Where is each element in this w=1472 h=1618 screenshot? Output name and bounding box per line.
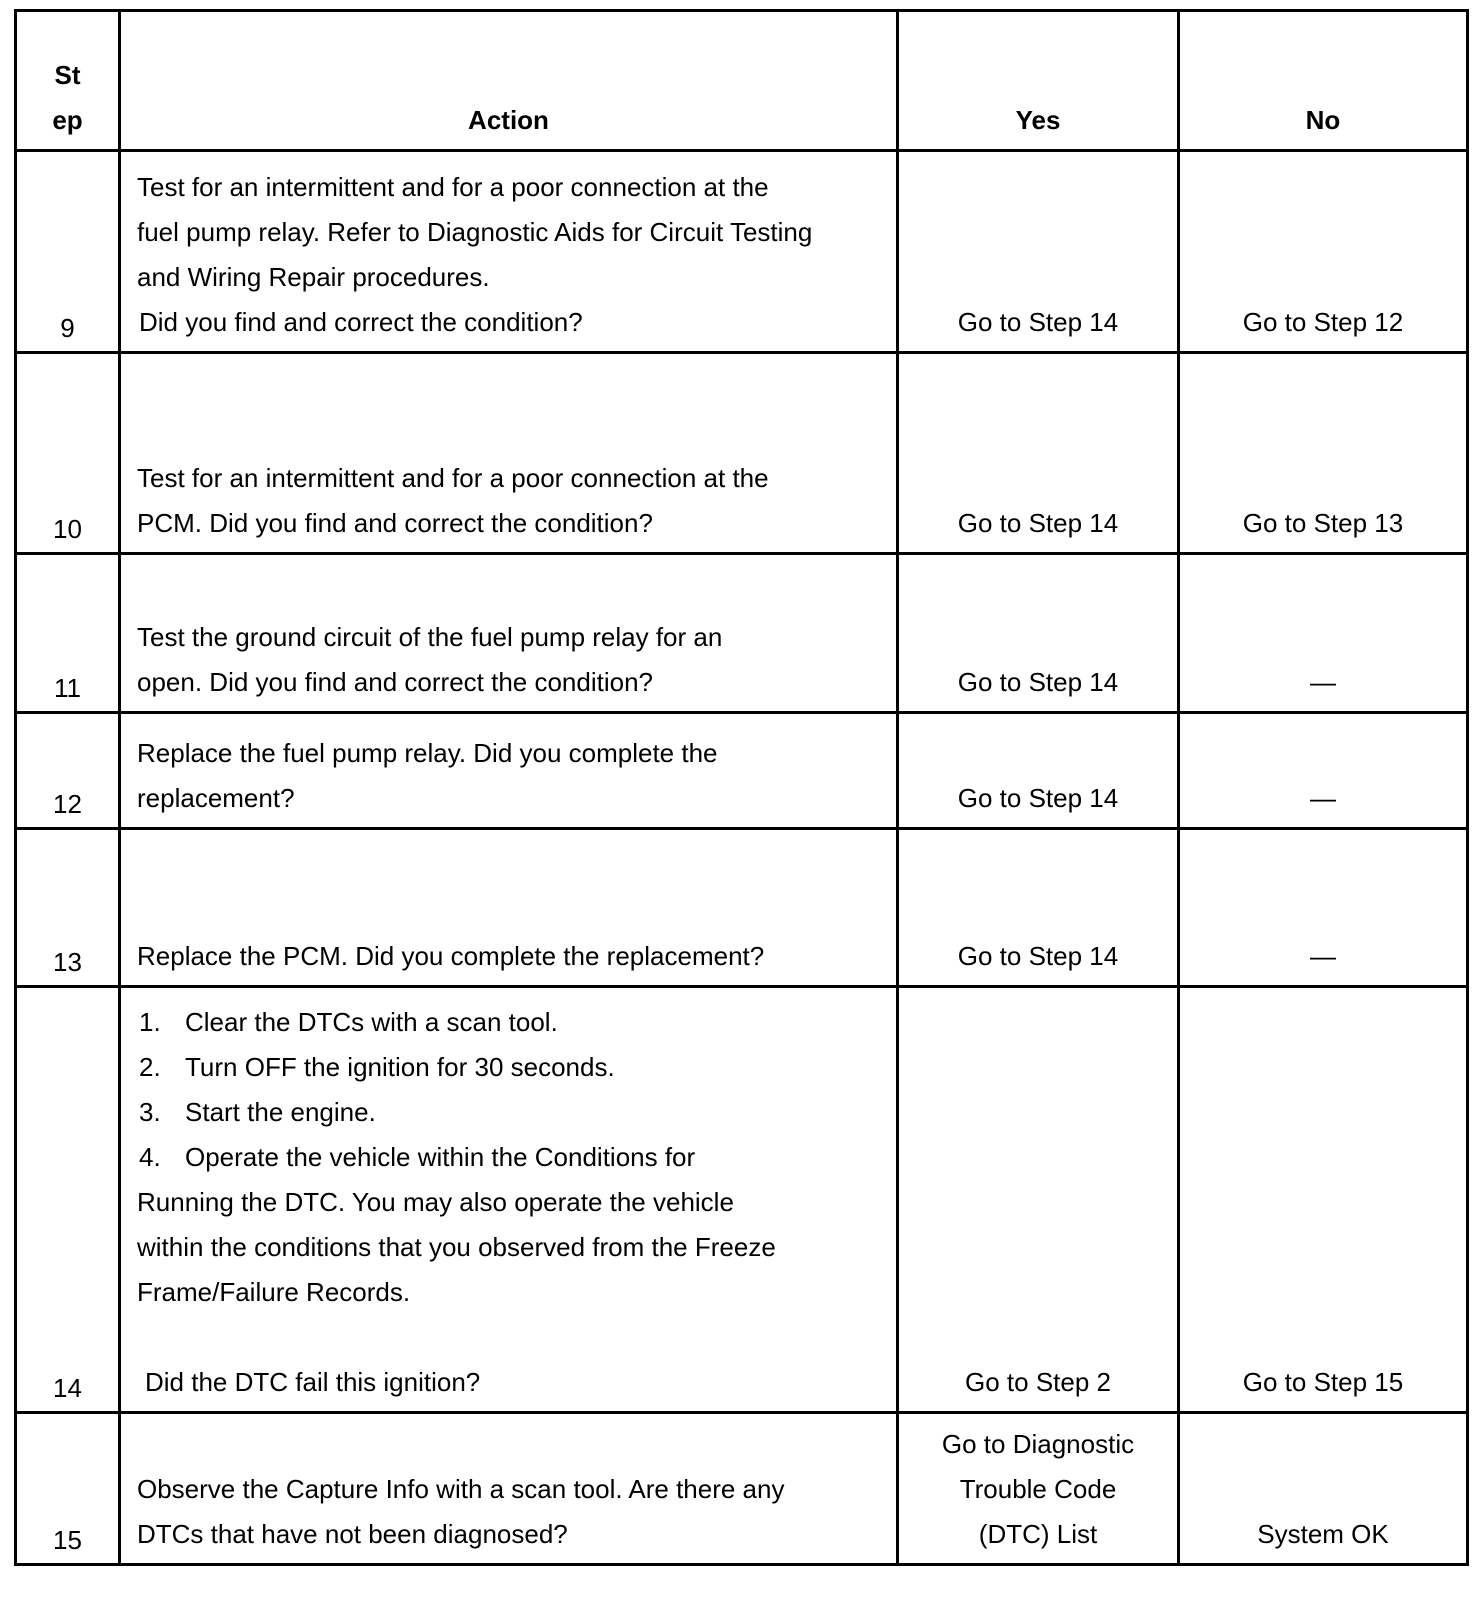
header-step-line2: ep bbox=[52, 105, 83, 135]
action-line: fuel pump relay. Refer to Diagnostic Aids for Circuit Testing bbox=[137, 217, 813, 247]
no-cell: Go to Step 12 bbox=[1179, 151, 1468, 353]
step-number: 11 bbox=[16, 554, 120, 713]
no-cell: — bbox=[1179, 829, 1468, 987]
table-row bbox=[16, 829, 1468, 987]
step-number: 15 bbox=[16, 1413, 120, 1565]
action-line: replacement? bbox=[137, 783, 295, 813]
step-number: 13 bbox=[16, 829, 120, 987]
action-line: Replace the PCM. Did you complete the replacement? bbox=[137, 941, 765, 971]
no-cell: System OK bbox=[1179, 1413, 1468, 1565]
table-row bbox=[16, 987, 1468, 1413]
action-cell bbox=[120, 554, 898, 713]
header-action: Action bbox=[120, 11, 898, 151]
list-item bbox=[137, 1000, 886, 1045]
table-row bbox=[16, 151, 1468, 353]
list-number: 4. bbox=[139, 1142, 161, 1172]
action-question: Did the DTC fail this ignition? bbox=[145, 1367, 481, 1397]
yes-cell: Go to Step 14 bbox=[898, 713, 1179, 829]
yes-line: Go to Diagnostic bbox=[941, 1429, 1135, 1459]
list-item bbox=[137, 1135, 886, 1180]
action-line: Observe the Capture Info with a scan tool. Are there any bbox=[137, 1474, 785, 1504]
action-cell bbox=[120, 353, 898, 554]
yes-line: Trouble Code bbox=[959, 1474, 1117, 1504]
yes-cell: Go to Step 14 bbox=[898, 554, 1179, 713]
list-number: 2. bbox=[139, 1052, 161, 1082]
action-cell bbox=[120, 987, 898, 1413]
list-text: Clear the DTCs with a scan tool. bbox=[185, 1007, 558, 1037]
list-text: Turn OFF the ignition for 30 seconds. bbox=[185, 1052, 615, 1082]
action-cell bbox=[120, 713, 898, 829]
list-text: Operate the vehicle within the Conditions for bbox=[185, 1142, 696, 1172]
action-line: Test for an intermittent and for a poor connection at the bbox=[137, 463, 769, 493]
list-item bbox=[137, 1045, 886, 1090]
list-item bbox=[137, 1090, 886, 1135]
yes-line: (DTC) List bbox=[978, 1519, 1098, 1549]
step-number: 9 bbox=[16, 151, 120, 353]
action-line: PCM. Did you find and correct the condition? bbox=[137, 508, 653, 538]
yes-cell bbox=[898, 1413, 1179, 1565]
action-line: Did you find and correct the condition? bbox=[139, 307, 583, 337]
table-row bbox=[16, 353, 1468, 554]
step-number: 12 bbox=[16, 713, 120, 829]
header-no: No bbox=[1179, 11, 1468, 151]
no-cell: — bbox=[1179, 554, 1468, 713]
header-yes: Yes bbox=[898, 11, 1179, 151]
spacer bbox=[137, 1315, 886, 1360]
yes-cell: Go to Step 2 bbox=[898, 987, 1179, 1413]
action-line: Frame/Failure Records. bbox=[137, 1277, 411, 1307]
action-line: DTCs that have not been diagnosed? bbox=[137, 1519, 568, 1549]
yes-cell: Go to Step 14 bbox=[898, 353, 1179, 554]
step-number: 14 bbox=[16, 987, 120, 1413]
table-header-row bbox=[16, 11, 1468, 151]
action-line: Test for an intermittent and for a poor connection at the bbox=[137, 172, 769, 202]
header-step-line1: St bbox=[54, 60, 81, 90]
action-cell bbox=[120, 1413, 898, 1565]
no-cell: — bbox=[1179, 713, 1468, 829]
action-line: Running the DTC. You may also operate the vehicle bbox=[137, 1187, 734, 1217]
header-step bbox=[16, 11, 120, 151]
list-text: Start the engine. bbox=[185, 1097, 376, 1127]
no-cell: Go to Step 13 bbox=[1179, 353, 1468, 554]
table-row bbox=[16, 1413, 1468, 1565]
yes-cell: Go to Step 14 bbox=[898, 829, 1179, 987]
action-line: Replace the fuel pump relay. Did you complete the bbox=[137, 738, 718, 768]
action-line: within the conditions that you observed from the Freeze bbox=[137, 1232, 776, 1262]
list-number: 3. bbox=[139, 1097, 161, 1127]
list-number: 1. bbox=[139, 1007, 161, 1037]
step-number: 10 bbox=[16, 353, 120, 554]
action-line: open. Did you find and correct the condition? bbox=[137, 667, 654, 697]
table-row bbox=[16, 554, 1468, 713]
no-cell: Go to Step 15 bbox=[1179, 987, 1468, 1413]
action-cell bbox=[120, 151, 898, 353]
yes-cell: Go to Step 14 bbox=[898, 151, 1179, 353]
diagnostic-table bbox=[14, 9, 1469, 1566]
table-row bbox=[16, 713, 1468, 829]
action-line: Test the ground circuit of the fuel pump relay for an bbox=[137, 622, 723, 652]
action-cell bbox=[120, 829, 898, 987]
action-line: and Wiring Repair procedures. bbox=[137, 262, 490, 292]
